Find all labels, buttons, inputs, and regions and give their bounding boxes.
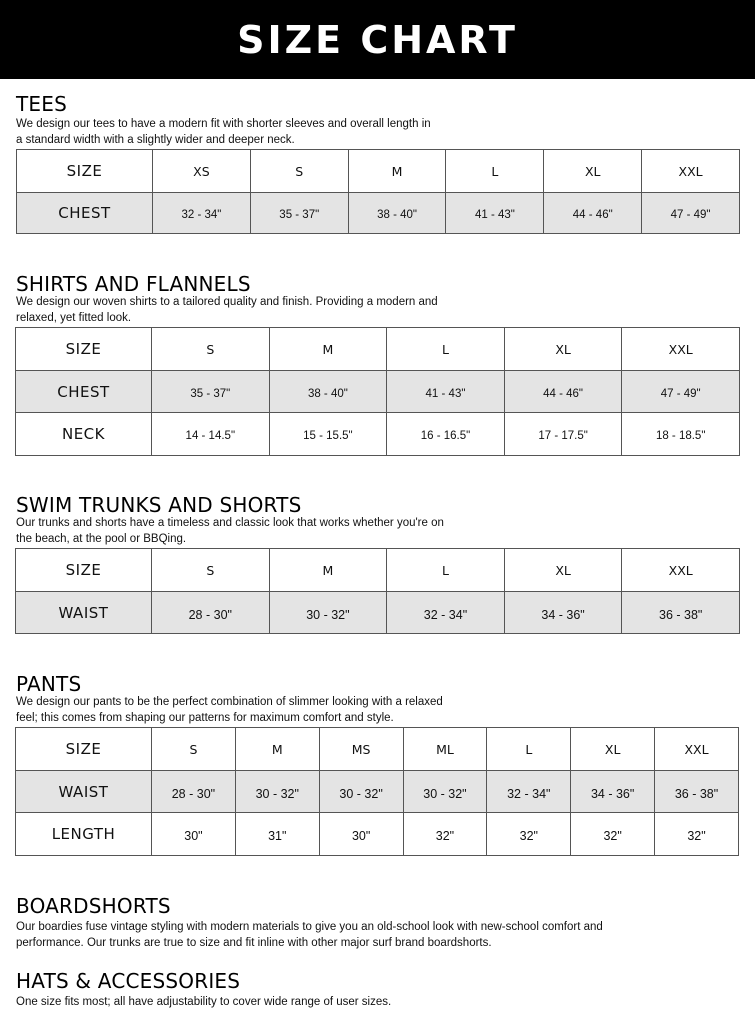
size-cell: XL bbox=[504, 549, 622, 592]
measurement-cell: 47 - 49" bbox=[642, 193, 740, 234]
table-row bbox=[16, 771, 739, 813]
row-label: CHEST bbox=[16, 371, 152, 413]
row-label: CHEST bbox=[17, 193, 153, 234]
measurement-cell: 15 - 15.5" bbox=[269, 413, 387, 456]
description-line: We design our pants to be the perfect combination of slimmer looking with a relaxed bbox=[16, 696, 443, 708]
table-row bbox=[17, 193, 740, 234]
section-title: BOARDSHORTS bbox=[16, 894, 171, 918]
size-table-pants bbox=[15, 727, 739, 856]
size-table-swim bbox=[15, 548, 740, 634]
description-line: performance. Our trunks are true to size and fit inline with other major surf brand boardshorts. bbox=[16, 937, 492, 949]
measurement-cell: 47 - 49" bbox=[622, 371, 740, 413]
size-cell: XXL bbox=[655, 728, 739, 771]
size-cell: L bbox=[446, 150, 544, 193]
measurement-cell: 32" bbox=[403, 813, 487, 856]
description-line: We design our tees to have a modern fit with shorter sleeves and overall length in bbox=[16, 118, 431, 130]
measurement-cell: 41 - 43" bbox=[446, 193, 544, 234]
measurement-cell: 38 - 40" bbox=[269, 371, 387, 413]
table-row bbox=[16, 549, 740, 592]
description-line: a standard width with a slightly wider and deeper neck. bbox=[16, 134, 295, 146]
measurement-cell: 28 - 30" bbox=[152, 592, 270, 634]
measurement-cell: 30" bbox=[152, 813, 236, 856]
row-label: WAIST bbox=[16, 592, 152, 634]
page-header bbox=[0, 0, 755, 79]
measurement-cell: 44 - 46" bbox=[504, 371, 622, 413]
size-cell: L bbox=[387, 549, 505, 592]
section-title: SWIM TRUNKS AND SHORTS bbox=[16, 493, 302, 517]
table-row bbox=[16, 371, 740, 413]
section-title: PANTS bbox=[16, 672, 82, 696]
measurement-cell: 17 - 17.5" bbox=[504, 413, 622, 456]
section-title: HATS & ACCESSORIES bbox=[16, 969, 241, 993]
table-row bbox=[16, 413, 740, 456]
size-cell: XL bbox=[571, 728, 655, 771]
size-cell: S bbox=[152, 549, 270, 592]
size-cell: XL bbox=[504, 328, 622, 371]
row-label: SIZE bbox=[16, 328, 152, 371]
table-row bbox=[16, 328, 740, 371]
section-description bbox=[16, 515, 444, 547]
size-table-shirts bbox=[15, 327, 740, 456]
measurement-cell: 31" bbox=[235, 813, 319, 856]
size-table-tees bbox=[16, 149, 740, 234]
measurement-cell: 32" bbox=[487, 813, 571, 856]
section-description bbox=[16, 116, 431, 148]
size-cell: M bbox=[348, 150, 446, 193]
measurement-cell: 30 - 32" bbox=[319, 771, 403, 813]
description-line: Our boardies fuse vintage styling with modern materials to give you an old-school look with new-school comfort and bbox=[16, 921, 603, 933]
size-cell: XL bbox=[544, 150, 642, 193]
table-row bbox=[16, 728, 739, 771]
measurement-cell: 32 - 34" bbox=[153, 193, 251, 234]
section-title: SHIRTS AND FLANNELS bbox=[16, 272, 251, 296]
table-row bbox=[16, 813, 739, 856]
row-label: LENGTH bbox=[16, 813, 152, 856]
row-label: SIZE bbox=[16, 728, 152, 771]
measurement-cell: 34 - 36" bbox=[504, 592, 622, 634]
size-cell: S bbox=[152, 728, 236, 771]
row-label: SIZE bbox=[16, 549, 152, 592]
measurement-cell: 30 - 32" bbox=[269, 592, 387, 634]
size-cell: MS bbox=[319, 728, 403, 771]
section-description bbox=[16, 994, 391, 1010]
measurement-cell: 30" bbox=[319, 813, 403, 856]
table-row bbox=[17, 150, 740, 193]
measurement-cell: 35 - 37" bbox=[152, 371, 270, 413]
description-line: the beach, at the pool or BBQing. bbox=[16, 533, 187, 545]
measurement-cell: 35 - 37" bbox=[250, 193, 348, 234]
size-cell: L bbox=[387, 328, 505, 371]
size-cell: M bbox=[269, 328, 387, 371]
size-cell: XS bbox=[153, 150, 251, 193]
measurement-cell: 30 - 32" bbox=[403, 771, 487, 813]
description-line: One size fits most; all have adjustability to cover wide range of user sizes. bbox=[16, 996, 392, 1008]
measurement-cell: 28 - 30" bbox=[152, 771, 236, 813]
measurement-cell: 38 - 40" bbox=[348, 193, 446, 234]
section-description bbox=[16, 294, 438, 326]
measurement-cell: 36 - 38" bbox=[622, 592, 740, 634]
measurement-cell: 32 - 34" bbox=[387, 592, 505, 634]
description-line: Our trunks and shorts have a timeless and classic look that works whether you're on bbox=[16, 517, 444, 529]
size-cell: S bbox=[250, 150, 348, 193]
size-cell: XXL bbox=[642, 150, 740, 193]
row-label: WAIST bbox=[16, 771, 152, 813]
size-cell: L bbox=[487, 728, 571, 771]
description-line: relaxed, yet fitted look. bbox=[16, 312, 132, 324]
measurement-cell: 30 - 32" bbox=[235, 771, 319, 813]
measurement-cell: 41 - 43" bbox=[387, 371, 505, 413]
size-cell: ML bbox=[403, 728, 487, 771]
measurement-cell: 32" bbox=[571, 813, 655, 856]
size-cell: M bbox=[269, 549, 387, 592]
section-description bbox=[16, 694, 443, 726]
row-label: NECK bbox=[16, 413, 152, 456]
measurement-cell: 34 - 36" bbox=[571, 771, 655, 813]
page-title: SIZE CHART bbox=[237, 17, 518, 62]
measurement-cell: 44 - 46" bbox=[544, 193, 642, 234]
row-label: SIZE bbox=[17, 150, 153, 193]
measurement-cell: 14 - 14.5" bbox=[152, 413, 270, 456]
size-cell: XXL bbox=[622, 328, 740, 371]
measurement-cell: 32 - 34" bbox=[487, 771, 571, 813]
section-description bbox=[16, 919, 603, 951]
description-line: We design our woven shirts to a tailored quality and finish. Providing a modern and bbox=[16, 296, 438, 308]
measurement-cell: 18 - 18.5" bbox=[622, 413, 740, 456]
size-cell: S bbox=[152, 328, 270, 371]
size-cell: XXL bbox=[622, 549, 740, 592]
section-title: TEES bbox=[16, 92, 67, 116]
measurement-cell: 36 - 38" bbox=[655, 771, 739, 813]
description-line: feel; this comes from shaping our patterns for maximum comfort and style. bbox=[16, 712, 394, 724]
measurement-cell: 32" bbox=[655, 813, 739, 856]
size-cell: M bbox=[235, 728, 319, 771]
measurement-cell: 16 - 16.5" bbox=[387, 413, 505, 456]
table-row bbox=[16, 592, 740, 634]
